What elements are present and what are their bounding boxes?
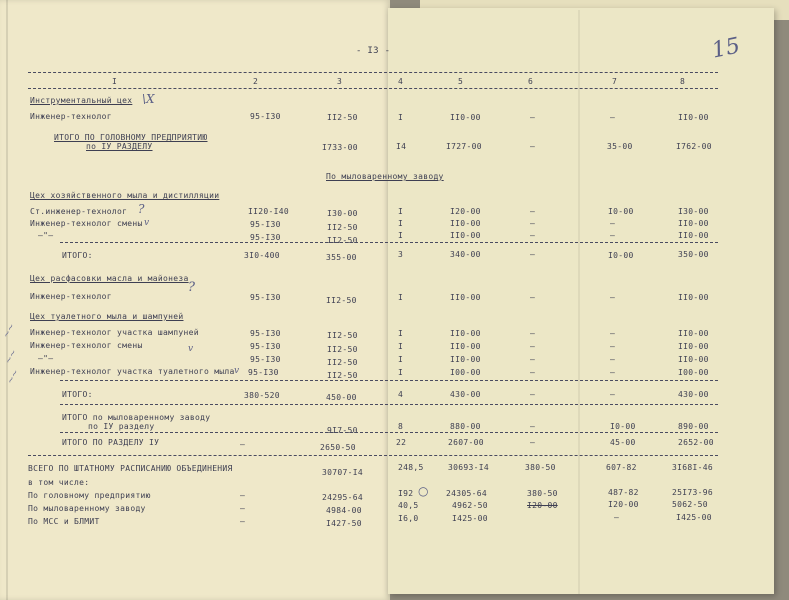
row-label: –"– <box>38 354 54 363</box>
cell: – <box>530 293 536 302</box>
cell: 380-520 <box>244 391 280 400</box>
cell: – <box>530 368 536 377</box>
cell: II0-00 <box>678 355 709 364</box>
cell: I425-00 <box>452 514 488 523</box>
cell: – <box>530 219 536 228</box>
cell: 9I7-50 <box>327 426 358 435</box>
margin-note: ~~ <box>1 321 18 341</box>
cell: 95-I30 <box>250 233 281 242</box>
section-heading: Цех туалетного мыла и шампуней <box>30 312 184 321</box>
cell: I <box>398 293 404 302</box>
cell: II2-50 <box>327 236 358 245</box>
page-number: - I3 - <box>356 46 391 56</box>
cell: 35-00 <box>607 142 633 151</box>
cell: 2652-00 <box>678 438 714 447</box>
total-label: ИТОГО ПО ГОЛОВНОМУ ПРЕДПРИЯТИЮ <box>54 133 208 142</box>
cell: I <box>398 329 404 338</box>
total-label: ИТОГО: <box>62 251 93 260</box>
cell: II2-50 <box>327 223 358 232</box>
cell: I <box>398 207 404 216</box>
cell: – <box>530 231 536 240</box>
cell: – <box>530 390 536 399</box>
cell: – <box>610 342 616 351</box>
check-mark: v <box>234 366 240 376</box>
subsection-heading: По мыловаренному заводу <box>326 172 444 181</box>
total-label: ИТОГО по мыловаренному заводу <box>62 413 211 422</box>
cell: – <box>240 517 246 526</box>
section-heading: Цех расфасовки масла и майонеза <box>30 274 189 283</box>
cell: 350-00 <box>678 250 709 259</box>
cell: 340-00 <box>450 250 481 259</box>
cell: 95-I30 <box>248 368 279 377</box>
cell: 45-00 <box>610 438 636 447</box>
cell: – <box>530 113 536 122</box>
cell: I00-00 <box>678 368 709 377</box>
grand-total-label: ВСЕГО ПО ШТАТНОМУ РАСПИСАНИЮ ОБЪЕДИНЕНИЯ <box>28 464 233 473</box>
col-num-2: 2 <box>253 77 259 86</box>
col-num-6: 6 <box>528 77 534 86</box>
cell: 450-00 <box>326 393 357 402</box>
cell: 248,5 <box>398 463 424 472</box>
total-rule <box>60 242 718 243</box>
cell: 22 <box>396 438 407 447</box>
header-rule-bottom <box>28 88 718 89</box>
cell: 430-00 <box>450 390 481 399</box>
cell: II0-00 <box>450 219 481 228</box>
cell: II0-00 <box>678 293 709 302</box>
cell: 95-I30 <box>250 112 281 121</box>
cell: 24305-64 <box>446 489 487 498</box>
cell: 355-00 <box>326 253 357 262</box>
handwritten-circle: ○ <box>418 484 429 498</box>
cell: I00-00 <box>450 368 481 377</box>
row-label: Ст.инженер-технолог <box>30 207 128 216</box>
cell: – <box>530 142 536 151</box>
cell: 95-I30 <box>250 342 281 351</box>
cell: I92 <box>398 489 414 498</box>
row-label: Инженер-технолог смены <box>30 219 143 228</box>
cell: 8 <box>398 422 404 431</box>
page-fold <box>578 10 580 594</box>
cell: 487-82 <box>608 488 639 497</box>
col-num-4: 4 <box>398 77 404 86</box>
col-num-1: I <box>112 77 118 86</box>
cell: 430-00 <box>678 390 709 399</box>
cell: II20-I40 <box>248 207 289 216</box>
row-label: –"– <box>38 231 54 240</box>
cell: – <box>530 207 536 216</box>
row-label: По МСС и БЛМИТ <box>28 517 100 526</box>
cell: II2-50 <box>326 296 357 305</box>
cell: I <box>398 219 404 228</box>
cell: II0-00 <box>450 293 481 302</box>
row-label: Инженер-технолог смены <box>30 341 143 350</box>
handwritten-mark: ? <box>138 202 145 216</box>
cell: – <box>610 355 616 364</box>
cell: 607-82 <box>606 463 637 472</box>
cell: – <box>610 219 616 228</box>
row-label: Инженер-технолог участка туалетного мыла <box>30 367 235 376</box>
total-label: ИТОГО: <box>62 390 93 399</box>
cell: II2-50 <box>327 371 358 380</box>
cell: – <box>530 355 536 364</box>
total-label: по IУ РАЗДЕЛУ <box>86 142 153 151</box>
cell: I0-00 <box>610 422 636 431</box>
cell: I <box>398 231 404 240</box>
cell: 380-50 <box>525 463 556 472</box>
cell: I30-00 <box>327 209 358 218</box>
total-rule <box>60 380 718 381</box>
cell: 4 <box>398 390 404 399</box>
cell: II0-00 <box>678 342 709 351</box>
cell: II0-00 <box>678 231 709 240</box>
cell: II0-00 <box>450 355 481 364</box>
cell: I <box>398 355 404 364</box>
cell: 2650-50 <box>320 443 356 452</box>
handwritten-page-number: 15 <box>709 33 743 64</box>
cell: I30-00 <box>678 207 709 216</box>
cell: – <box>610 293 616 302</box>
margin-note: ~~ <box>5 367 22 387</box>
cell: I425-00 <box>676 513 712 522</box>
margin-note: ~~ <box>3 347 20 367</box>
col-num-7: 7 <box>612 77 618 86</box>
cell: 880-00 <box>450 422 481 431</box>
cell: 95-I30 <box>250 293 281 302</box>
cell: 95-I30 <box>250 329 281 338</box>
cell: I427-50 <box>326 519 362 528</box>
cell: – <box>530 342 536 351</box>
cell: 380-50 <box>527 489 558 498</box>
cell: – <box>610 390 616 399</box>
cell: I4 <box>396 142 407 151</box>
total-rule <box>60 432 718 433</box>
row-label: По головному предприятию <box>28 491 151 500</box>
cell: I0-00 <box>608 251 634 260</box>
cell: II0-00 <box>450 113 481 122</box>
cell: 3I68I-46 <box>672 463 713 472</box>
cell: – <box>614 513 620 522</box>
cell: II0-00 <box>678 113 709 122</box>
section-heading: Инструментальный цех <box>30 96 133 105</box>
right-page <box>388 8 774 594</box>
cell: I <box>398 342 404 351</box>
total-rule <box>60 404 718 405</box>
cell: 2607-00 <box>448 438 484 447</box>
cell: I20-00 <box>450 207 481 216</box>
cell: – <box>610 231 616 240</box>
total-label: ИТОГО ПО РАЗДЕЛУ IУ <box>62 438 160 447</box>
cell: I <box>398 368 404 377</box>
cell: 4984-00 <box>326 506 362 515</box>
cell: 3 <box>398 250 404 259</box>
row-label: Инженер-технолог <box>30 292 112 301</box>
col-num-8: 8 <box>680 77 686 86</box>
cell: – <box>240 440 246 449</box>
cell: – <box>610 329 616 338</box>
page-edge <box>6 0 8 600</box>
cell: – <box>240 504 246 513</box>
cell: 4962-50 <box>452 501 488 510</box>
cell: I20-00 <box>608 500 639 509</box>
cell: 24295-64 <box>322 493 363 502</box>
cell: 30693-I4 <box>448 463 489 472</box>
handwritten-mark: ? <box>188 280 195 295</box>
cell: I727-00 <box>446 142 482 151</box>
cell: 30707-I4 <box>322 468 363 477</box>
cell: – <box>530 422 536 431</box>
header-rule <box>28 72 718 73</box>
cell: II0-00 <box>678 219 709 228</box>
check-mark: v <box>144 218 150 228</box>
col-num-3: 3 <box>337 77 343 86</box>
check-mark: v <box>188 344 194 354</box>
cell: II2-50 <box>327 345 358 354</box>
cell: 40,5 <box>398 501 419 510</box>
cell: 25I73-96 <box>672 488 713 497</box>
row-label: По мыловаренному заводу <box>28 504 146 513</box>
section-heading: Цех хозяйственного мыла и дистилляции <box>30 191 220 200</box>
total-label: по IУ разделу <box>88 422 155 431</box>
cell: – <box>610 113 616 122</box>
col-num-5: 5 <box>458 77 464 86</box>
cell: II2-50 <box>327 358 358 367</box>
cell: – <box>530 438 536 447</box>
cell: – <box>610 368 616 377</box>
cell: I20-00 <box>527 501 558 510</box>
cell: – <box>240 491 246 500</box>
cell: I <box>398 113 404 122</box>
cell: 890-00 <box>678 422 709 431</box>
cell: – <box>530 329 536 338</box>
cell: 95-I30 <box>250 355 281 364</box>
cell: II0-00 <box>678 329 709 338</box>
cell: 95-I30 <box>250 220 281 229</box>
cell: 5062-50 <box>672 500 708 509</box>
cell: II0-00 <box>450 231 481 240</box>
cell: 3I0-400 <box>244 251 280 260</box>
cell: – <box>530 250 536 259</box>
cell: II2-50 <box>327 113 358 122</box>
grand-rule <box>28 455 718 456</box>
cell: II0-00 <box>450 342 481 351</box>
row-label: Инженер-технолог <box>30 112 112 121</box>
cell: I6,0 <box>398 514 419 523</box>
cell: II2-50 <box>327 331 358 340</box>
handwritten-mark: \X <box>142 92 155 106</box>
grand-total-sublabel: в том числе: <box>28 478 90 487</box>
cell: II0-00 <box>450 329 481 338</box>
cell: I733-00 <box>322 143 358 152</box>
cell: I0-00 <box>608 207 634 216</box>
cell: I762-00 <box>676 142 712 151</box>
row-label: Инженер-технолог участка шампуней <box>30 328 199 337</box>
